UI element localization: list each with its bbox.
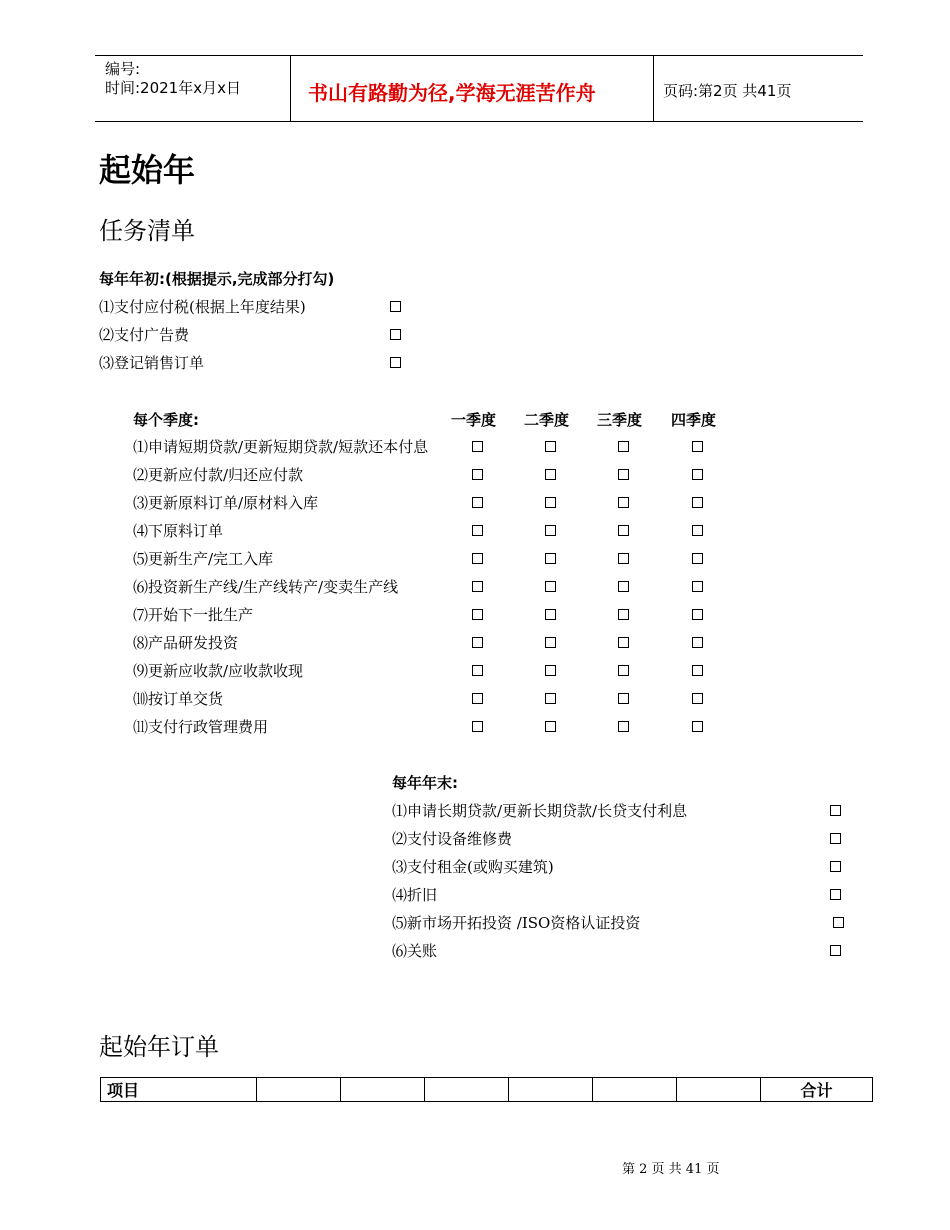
- checkbox[interactable]: [692, 469, 703, 480]
- checkbox[interactable]: [692, 721, 703, 732]
- checkbox[interactable]: [472, 469, 483, 480]
- checkbox[interactable]: [545, 553, 556, 564]
- footer-page-number: 第 2 页 共 41 页: [622, 1162, 720, 1177]
- list-item: ⑹投资新生产线/生产线转产/变卖生产线: [133, 578, 399, 596]
- list-item: ⑸新市场开拓投资 /ISO资格认证投资: [392, 914, 641, 932]
- checkbox[interactable]: [830, 945, 841, 956]
- checkbox[interactable]: [545, 525, 556, 536]
- checkbox[interactable]: [830, 833, 841, 844]
- checkbox[interactable]: [618, 609, 629, 620]
- header-motto: 书山有路勤为径,学海无涯苦作舟: [308, 81, 596, 105]
- checkbox[interactable]: [692, 581, 703, 592]
- header-divider-right: [653, 55, 654, 121]
- list-item: ⑷下原料订单: [133, 522, 224, 540]
- table-cell[interactable]: [341, 1078, 425, 1102]
- list-item: ⑾支付行政管理费用: [133, 718, 269, 736]
- checkbox[interactable]: [545, 497, 556, 508]
- list-item: ⑶登记销售订单: [99, 354, 205, 372]
- checkbox[interactable]: [545, 469, 556, 480]
- checkbox[interactable]: [545, 665, 556, 676]
- header-number-label: 编号:: [105, 60, 141, 78]
- list-item: ⑴申请长期贷款/更新长期贷款/长贷支付利息: [392, 802, 688, 820]
- checkbox[interactable]: [692, 525, 703, 536]
- checkbox[interactable]: [472, 609, 483, 620]
- list-item: ⑺开始下一批生产: [133, 606, 254, 624]
- checkbox[interactable]: [692, 637, 703, 648]
- checkbox[interactable]: [545, 441, 556, 452]
- checkbox[interactable]: [545, 637, 556, 648]
- checkbox[interactable]: [390, 357, 401, 368]
- list-item: ⑻产品研发投资: [133, 634, 239, 652]
- list-item: ⑸更新生产/完工入库: [133, 550, 274, 568]
- checkbox[interactable]: [692, 693, 703, 704]
- checkbox[interactable]: [472, 665, 483, 676]
- header-bottom-rule: [95, 121, 863, 122]
- table-cell[interactable]: [593, 1078, 677, 1102]
- checkbox[interactable]: [472, 693, 483, 704]
- year-end-label: 每年年末:: [392, 774, 458, 792]
- checkbox[interactable]: [472, 497, 483, 508]
- task-list-title: 任务清单: [99, 217, 195, 245]
- list-item: ⑹关账: [392, 942, 438, 960]
- list-item: ⑶支付租金(或购买建筑): [392, 858, 554, 876]
- list-item: ⑵支付设备维修费: [392, 830, 513, 848]
- quarter-header-4: 四季度: [671, 411, 717, 429]
- checkbox[interactable]: [472, 637, 483, 648]
- checkbox[interactable]: [618, 441, 629, 452]
- checkbox[interactable]: [618, 665, 629, 676]
- quarter-header-2: 二季度: [524, 411, 570, 429]
- checkbox[interactable]: [830, 805, 841, 816]
- list-item: ⑽按订单交货: [133, 690, 224, 708]
- list-item: ⑵更新应付款/归还应付款: [133, 466, 304, 484]
- checkbox[interactable]: [545, 693, 556, 704]
- checkbox[interactable]: [618, 469, 629, 480]
- checkbox[interactable]: [390, 301, 401, 312]
- checkbox[interactable]: [618, 693, 629, 704]
- checkbox[interactable]: [618, 581, 629, 592]
- list-item: ⑼更新应收款/应收款收现: [133, 662, 304, 680]
- list-item: ⑷折旧: [392, 886, 438, 904]
- table-cell[interactable]: [425, 1078, 509, 1102]
- checkbox[interactable]: [472, 721, 483, 732]
- header-time-label: 时间:2021年x月x日: [105, 79, 241, 97]
- list-item: ⑵支付广告费: [99, 326, 190, 344]
- checkbox[interactable]: [618, 637, 629, 648]
- table-cell-total: 合计: [761, 1078, 873, 1102]
- list-item: ⑴支付应付税(根据上年度结果): [99, 298, 306, 316]
- list-item: ⑶更新原料订单/原材料入库: [133, 494, 319, 512]
- orders-title: 起始年订单: [99, 1033, 219, 1061]
- checkbox[interactable]: [692, 665, 703, 676]
- order-table: [100, 1077, 873, 1102]
- page-title: 起始年: [99, 151, 196, 189]
- quarter-header-1: 一季度: [451, 411, 497, 429]
- checkbox[interactable]: [692, 553, 703, 564]
- checkbox[interactable]: [618, 721, 629, 732]
- checkbox[interactable]: [472, 581, 483, 592]
- header-page-label: 页码:第2页 共41页: [663, 82, 792, 100]
- checkbox[interactable]: [830, 889, 841, 900]
- checkbox[interactable]: [545, 609, 556, 620]
- checkbox[interactable]: [830, 861, 841, 872]
- year-start-label: 每年年初:(根据提示,完成部分打勾): [99, 270, 335, 288]
- checkbox[interactable]: [472, 525, 483, 536]
- list-item: ⑴申请短期贷款/更新短期贷款/短款还本付息: [133, 438, 429, 456]
- header-divider-left: [290, 55, 291, 121]
- quarter-header-3: 三季度: [597, 411, 643, 429]
- header-top-rule: [95, 55, 863, 56]
- checkbox[interactable]: [618, 497, 629, 508]
- checkbox[interactable]: [472, 553, 483, 564]
- checkbox[interactable]: [692, 441, 703, 452]
- checkbox[interactable]: [833, 917, 844, 928]
- table-cell-item: 项目: [101, 1078, 257, 1102]
- checkbox[interactable]: [618, 553, 629, 564]
- table-cell[interactable]: [509, 1078, 593, 1102]
- checkbox[interactable]: [472, 441, 483, 452]
- checkbox[interactable]: [545, 581, 556, 592]
- table-cell[interactable]: [257, 1078, 341, 1102]
- checkbox[interactable]: [618, 525, 629, 536]
- checkbox[interactable]: [390, 329, 401, 340]
- table-cell[interactable]: [677, 1078, 761, 1102]
- checkbox[interactable]: [692, 609, 703, 620]
- checkbox[interactable]: [692, 497, 703, 508]
- table-row: [101, 1078, 873, 1102]
- quarterly-label: 每个季度:: [133, 411, 199, 429]
- checkbox[interactable]: [545, 721, 556, 732]
